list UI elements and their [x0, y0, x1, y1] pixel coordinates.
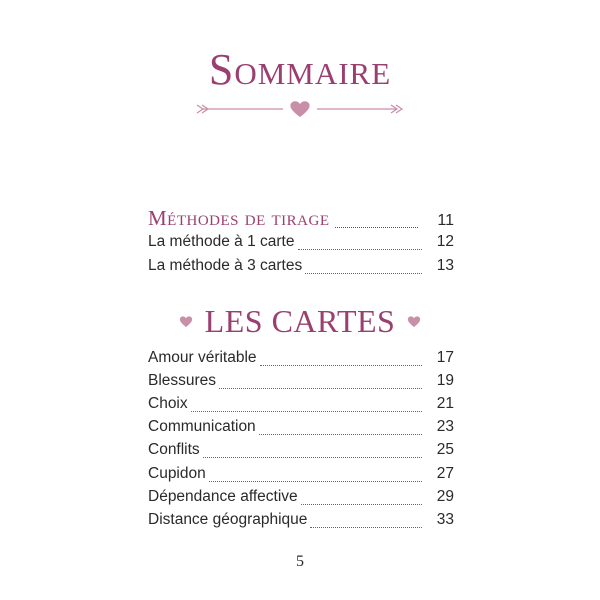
toc-entry-label: La méthode à 3 cartes	[148, 257, 303, 274]
dot-leader	[260, 365, 422, 366]
toc-entry[interactable]	[148, 233, 454, 255]
toc-entry-label: La méthode à 1 carte	[148, 233, 295, 250]
toc-entry-label: Choix	[148, 395, 188, 412]
toc-section-heading-cartes[interactable]	[0, 301, 600, 341]
section-heading-label: LES CARTES	[204, 302, 396, 339]
dot-leader	[301, 504, 422, 505]
dot-leader	[209, 481, 422, 482]
page-ref: 27	[436, 465, 454, 482]
dot-leader	[305, 273, 422, 274]
toc-entry-label: Communication	[148, 418, 256, 435]
dot-leader	[259, 434, 422, 435]
toc-entry[interactable]	[148, 488, 454, 510]
dot-leader	[203, 457, 422, 458]
toc-entry[interactable]	[148, 395, 454, 417]
toc-entry[interactable]	[148, 511, 454, 533]
page-ref: 21	[436, 395, 454, 412]
section-heading-label: Méthodes de tirage	[148, 206, 330, 230]
toc-section-heading-methodes[interactable]	[148, 206, 454, 234]
dot-leader	[191, 411, 422, 412]
toc-entry[interactable]	[148, 372, 454, 394]
page-number: 5	[296, 553, 304, 570]
toc-entry-label: Blessures	[148, 372, 217, 389]
toc-entry-label: Cupidon	[148, 465, 206, 482]
toc-entry[interactable]	[148, 257, 454, 279]
page-ref: 25	[436, 441, 454, 458]
page-title: Sommaire	[208, 45, 392, 94]
toc-entry[interactable]	[148, 418, 454, 440]
dot-leader	[298, 249, 423, 250]
page-ref: 11	[437, 212, 454, 229]
toc-entry-label: Conflits	[148, 441, 200, 458]
page-ref: 13	[436, 257, 454, 274]
page-ref: 12	[436, 233, 454, 250]
toc-entry[interactable]	[148, 349, 454, 371]
heart-icon	[179, 315, 193, 328]
page-ref: 23	[436, 418, 454, 435]
arrow-heart-ornament-icon	[195, 98, 405, 120]
toc-entry-label: Dépendance affective	[148, 488, 298, 505]
dot-leader	[310, 527, 422, 528]
toc-entry[interactable]	[148, 465, 454, 487]
toc-entry-label: Distance géographique	[148, 511, 308, 528]
page-ref: 33	[436, 511, 454, 528]
toc-entry-label: Amour véritable	[148, 349, 257, 366]
dot-leader	[335, 226, 419, 228]
page-ref: 29	[436, 488, 454, 505]
page-ref: 19	[436, 372, 454, 389]
page-ref: 17	[436, 349, 454, 366]
toc-entry[interactable]	[148, 441, 454, 463]
heart-icon	[407, 315, 421, 328]
dot-leader	[219, 388, 422, 389]
